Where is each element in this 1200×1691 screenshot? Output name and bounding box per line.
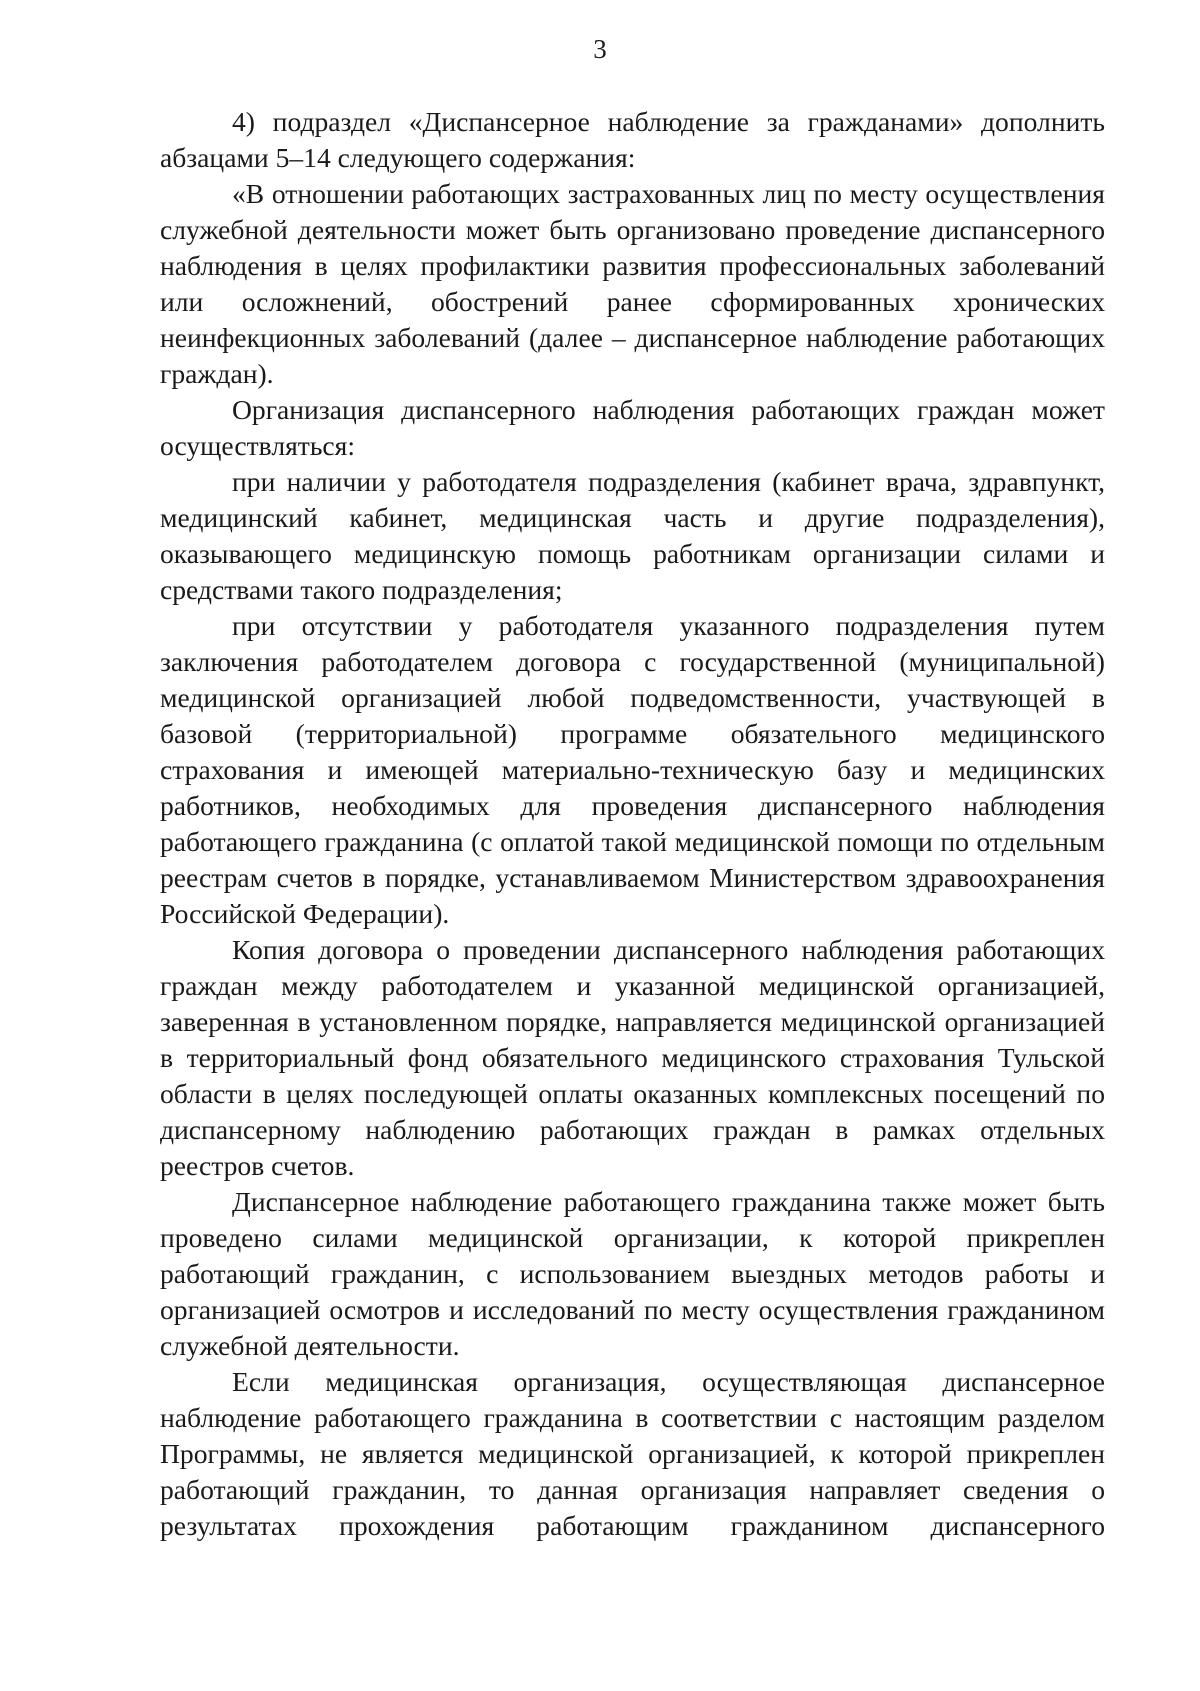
paragraph-employer-unit-absent: при отсутствии у работодателя указанного подразделения путем заключения работодателем договора с государственной (муниципальной) медицинской организацией любой подведомственности, участвующей в базовой (территориальной) программе обязательного медицинского страхования и имеющей материально-техническую базу и медицинских работников, необходимых для проведения диспансерного наблюдения работающего гражданина (с оплатой такой медицинской помощи по отдельным реестрам счетов в порядке, устанавливаемом Министерством здравоохранения Российской Федерации).	[160, 610, 1105, 929]
paragraph-amendment-item: 4) подраздел «Диспансерное наблюдение за гражданами» дополнить абзацами 5–14 следующего содержания:	[160, 106, 1105, 173]
page-number: 3	[593, 34, 607, 64]
paragraph-results-reporting: Если медицинская организация, осуществляющая диспансерное наблюдение работающего гражданина в соответствии с настоящим разделом Программы, не является медицинской организацией, к которой прикреплен работающий гражданин, то данная организация направляет сведения о результатах прохождения работающим гражданином диспансерного	[160, 1366, 1105, 1541]
paragraph-contract-copy: Копия договора о проведении диспансерного наблюдения работающих граждан между работодателем и указанной медицинской организацией, заверенная в установленном порядке, направляется медицинской организацией в территориальный фонд обязательного медицинского страхования Тульской области в целях последующей оплаты оказанных комплексных посещений по диспансерному наблюдению работающих граждан в рамках отдельных реестров счетов.	[160, 934, 1105, 1181]
document-body	[160, 104, 1105, 1544]
paragraph-organization-intro: Организация диспансерного наблюдения работающих граждан может осуществляться:	[160, 394, 1105, 461]
paragraph-dispensary-definition: «В отношении работающих застрахованных лиц по месту осуществления служебной деятельности может быть организовано проведение диспансерного наблюдения в целях профилактики развития профессиональных заболеваний или осложнений, обострений ранее сформированных хронических неинфекционных заболеваний (далее – диспансерное наблюдение работающих граждан).	[160, 178, 1105, 389]
paragraph-employer-unit-present: при наличии у работодателя подразделения (кабинет врача, здравпункт, медицинский кабинет, медицинская часть и другие подразделения), оказывающего медицинскую помощь работникам организации силами и средствами такого подразделения;	[160, 466, 1105, 605]
paragraph-attached-organization: Диспансерное наблюдение работающего гражданина также может быть проведено силами медицинской организации, к которой прикреплен работающий гражданин, с использованием выездных методов работы и организацией осмотров и исследований по месту осуществления гражданином служебной деятельности.	[160, 1186, 1105, 1361]
